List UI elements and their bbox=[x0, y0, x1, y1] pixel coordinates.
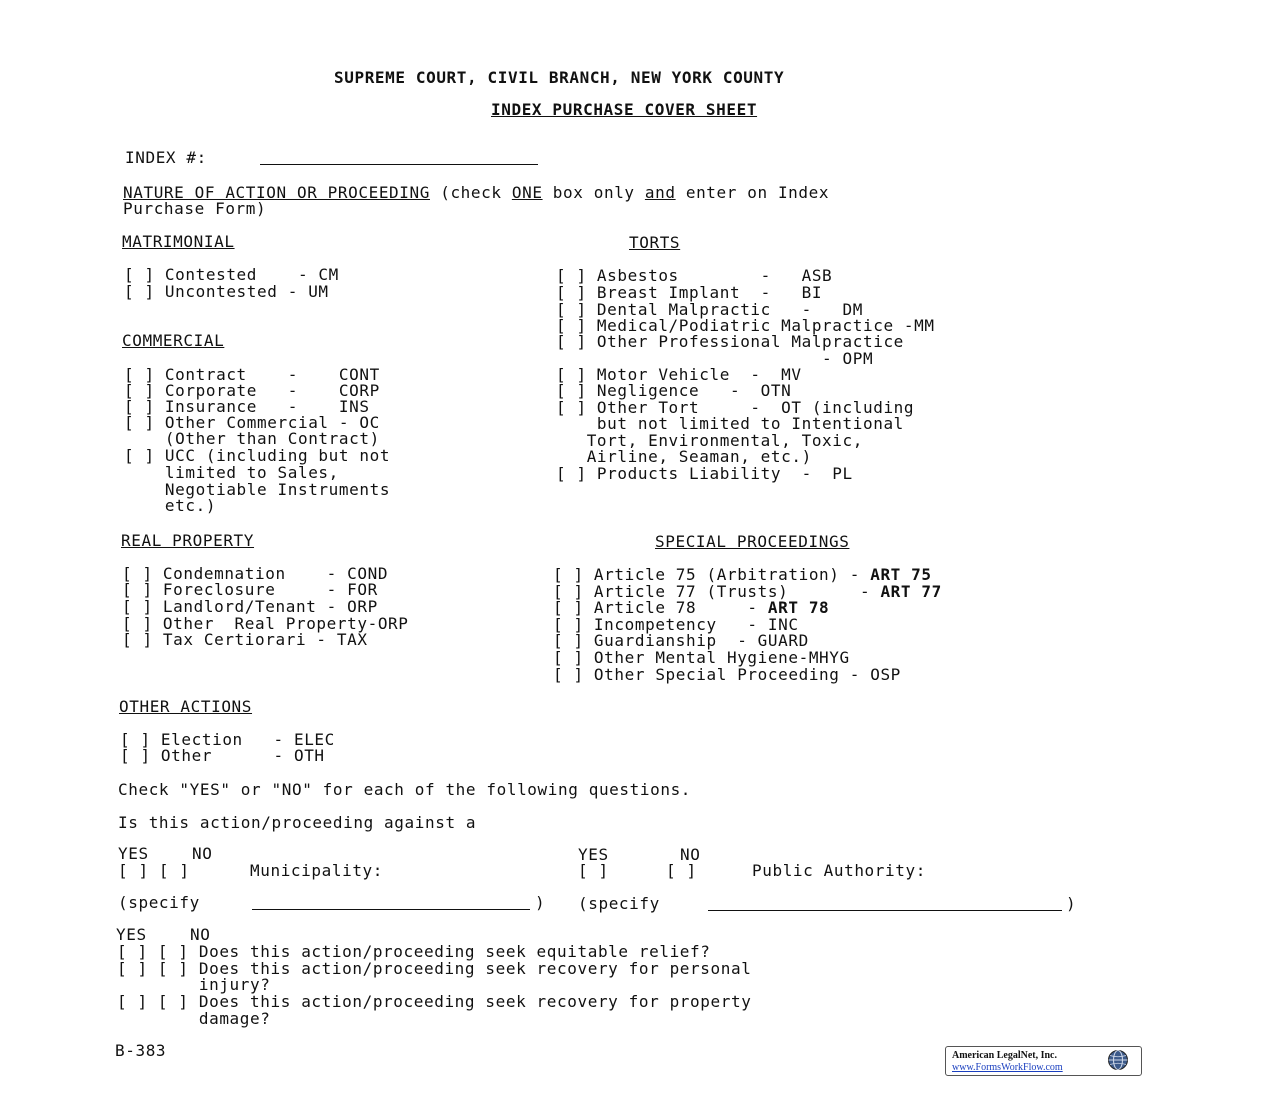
no-header: NO bbox=[680, 845, 701, 864]
matrimonial-heading: MATRIMONIAL bbox=[122, 232, 235, 251]
torts-option[interactable]: [ ] Motor Vehicle - MV bbox=[556, 365, 802, 384]
logo-company-name: American LegalNet, Inc. bbox=[952, 1050, 1057, 1061]
commercial-option-note: limited to Sales, bbox=[124, 463, 339, 482]
commercial-option[interactable]: [ ] Corporate - CORP bbox=[124, 381, 380, 400]
real-property-heading: REAL PROPERTY bbox=[121, 531, 255, 550]
yes-header: YES bbox=[578, 845, 609, 864]
torts-option[interactable]: [ ] Products Liability - PL bbox=[556, 464, 853, 483]
specify-label: (specify bbox=[578, 894, 660, 913]
special-option-label: [ ] Article 78 - bbox=[553, 598, 758, 617]
torts-option-note: Tort, Environmental, Toxic, bbox=[556, 431, 863, 450]
commercial-option-note: etc.) bbox=[124, 496, 217, 515]
yes-no-instruction: Check "YES" or "NO" for each of the following questions. bbox=[118, 780, 692, 799]
special-option-code: ART 78 bbox=[767, 598, 830, 617]
against-question: Is this action/proceeding against a bbox=[118, 813, 477, 832]
torts-option-note: - OPM bbox=[556, 349, 874, 368]
commercial-option[interactable]: [ ] Insurance - INS bbox=[124, 397, 370, 416]
globe-icon bbox=[1107, 1049, 1129, 1071]
property-damage-question-cont: damage? bbox=[117, 1009, 271, 1028]
real-property-option[interactable]: [ ] Condemnation - COND bbox=[122, 564, 389, 583]
torts-option-note: Airline, Seaman, etc.) bbox=[556, 447, 812, 466]
no-header: NO bbox=[190, 925, 211, 944]
torts-option[interactable]: [ ] Breast Implant - BI bbox=[556, 283, 823, 302]
matrimonial-option[interactable]: [ ] Uncontested - UM bbox=[124, 282, 329, 301]
special-option-label: [ ] Article 75 (Arbitration) - bbox=[553, 565, 860, 584]
nature-instr-part: enter on Index bbox=[685, 183, 830, 202]
municipality-checkboxes[interactable]: [ ] [ ] bbox=[118, 861, 190, 880]
index-label: INDEX #: bbox=[125, 148, 207, 167]
commercial-option-note: Negotiable Instruments bbox=[124, 480, 391, 499]
real-property-option[interactable]: [ ] Other Real Property-ORP bbox=[122, 614, 409, 633]
special-option-label: [ ] Article 77 (Trusts) - bbox=[553, 582, 871, 601]
commercial-option[interactable]: [ ] Other Commercial - OC bbox=[124, 413, 380, 432]
personal-injury-question-cont: injury? bbox=[117, 975, 271, 994]
personal-injury-question[interactable]: [ ] [ ] Does this action/proceeding seek recovery for personal bbox=[117, 959, 752, 978]
no-header: NO bbox=[192, 844, 213, 863]
special-proceedings-heading: SPECIAL PROCEEDINGS bbox=[655, 532, 850, 551]
torts-heading: TORTS bbox=[629, 233, 681, 252]
commercial-option-note: (Other than Contract) bbox=[124, 429, 380, 448]
equitable-relief-question[interactable]: [ ] [ ] Does this action/proceeding seek equitable relief? bbox=[117, 942, 711, 961]
yes-header: YES bbox=[118, 844, 149, 863]
public-authority-no-checkbox[interactable]: [ ] bbox=[666, 861, 697, 880]
special-option[interactable] bbox=[553, 599, 829, 616]
torts-option-note: but not limited to Intentional bbox=[556, 414, 904, 433]
commercial-option[interactable]: [ ] Contract - CONT bbox=[124, 365, 380, 384]
yes-header: YES bbox=[116, 925, 147, 944]
torts-option[interactable]: [ ] Medical/Podiatric Malpractice -MM bbox=[556, 316, 935, 335]
nature-instructions-line2: Purchase Form) bbox=[123, 199, 267, 218]
public-authority-label: Public Authority: bbox=[752, 861, 926, 880]
special-option[interactable]: [ ] Other Mental Hygiene-MHYG bbox=[553, 648, 850, 667]
property-damage-question[interactable]: [ ] [ ] Does this action/proceeding seek recovery for property bbox=[117, 992, 752, 1011]
real-property-option[interactable]: [ ] Landlord/Tenant - ORP bbox=[122, 597, 378, 616]
real-property-option[interactable]: [ ] Tax Certiorari - TAX bbox=[122, 630, 368, 649]
other-actions-option[interactable]: [ ] Election - ELEC bbox=[120, 730, 335, 749]
special-option[interactable]: [ ] Other Special Proceeding - OSP bbox=[553, 665, 901, 684]
torts-option[interactable]: [ ] Other Tort - OT (including bbox=[556, 398, 915, 417]
special-option-code: ART 75 bbox=[870, 565, 932, 584]
nature-instr-part: box only bbox=[552, 183, 635, 202]
nature-instr-one: ONE bbox=[511, 183, 543, 202]
public-authority-specify-field[interactable] bbox=[708, 910, 1062, 911]
torts-option[interactable]: [ ] Other Professional Malpractice bbox=[556, 332, 904, 351]
torts-option[interactable]: [ ] Dental Malpractic - DM bbox=[556, 300, 863, 319]
specify-label: (specify bbox=[118, 893, 200, 912]
cover-sheet-title: INDEX PURCHASE COVER SHEET bbox=[491, 100, 758, 119]
commercial-option[interactable]: [ ] UCC (including but not bbox=[124, 446, 391, 465]
municipality-label: Municipality: bbox=[250, 861, 384, 880]
special-option[interactable] bbox=[553, 566, 932, 583]
nature-instr-part: (check bbox=[440, 183, 502, 202]
torts-option[interactable]: [ ] Negligence - OTN bbox=[556, 381, 792, 400]
court-heading: SUPREME COURT, CIVIL BRANCH, NEW YORK COUNTY bbox=[334, 68, 785, 87]
municipality-specify-field[interactable] bbox=[252, 909, 530, 910]
form-number: B-383 bbox=[115, 1041, 167, 1060]
commercial-heading: COMMERCIAL bbox=[122, 331, 225, 350]
special-option[interactable]: [ ] Incompetency - INC bbox=[553, 615, 799, 634]
special-option-code: ART 77 bbox=[880, 582, 942, 601]
matrimonial-option[interactable]: [ ] Contested - CM bbox=[124, 265, 339, 284]
logo-url-link[interactable]: www.FormsWorkFlow.com bbox=[952, 1062, 1063, 1073]
american-legalnet-logo[interactable] bbox=[945, 1046, 1142, 1076]
specify-close: ) bbox=[1066, 894, 1077, 913]
special-option[interactable]: [ ] Guardianship - GUARD bbox=[553, 631, 809, 650]
other-actions-option[interactable]: [ ] Other - OTH bbox=[120, 746, 325, 765]
torts-option[interactable]: [ ] Asbestos - ASB bbox=[556, 266, 833, 285]
nature-heading: NATURE OF ACTION OR PROCEEDING bbox=[123, 183, 430, 202]
specify-close: ) bbox=[535, 893, 546, 912]
public-authority-yes-checkbox[interactable]: [ ] bbox=[578, 861, 609, 880]
other-actions-heading: OTHER ACTIONS bbox=[119, 697, 253, 716]
real-property-option[interactable]: [ ] Foreclosure - FOR bbox=[122, 580, 378, 599]
nature-instr-and: and bbox=[644, 183, 676, 202]
index-number-field[interactable] bbox=[260, 164, 538, 165]
